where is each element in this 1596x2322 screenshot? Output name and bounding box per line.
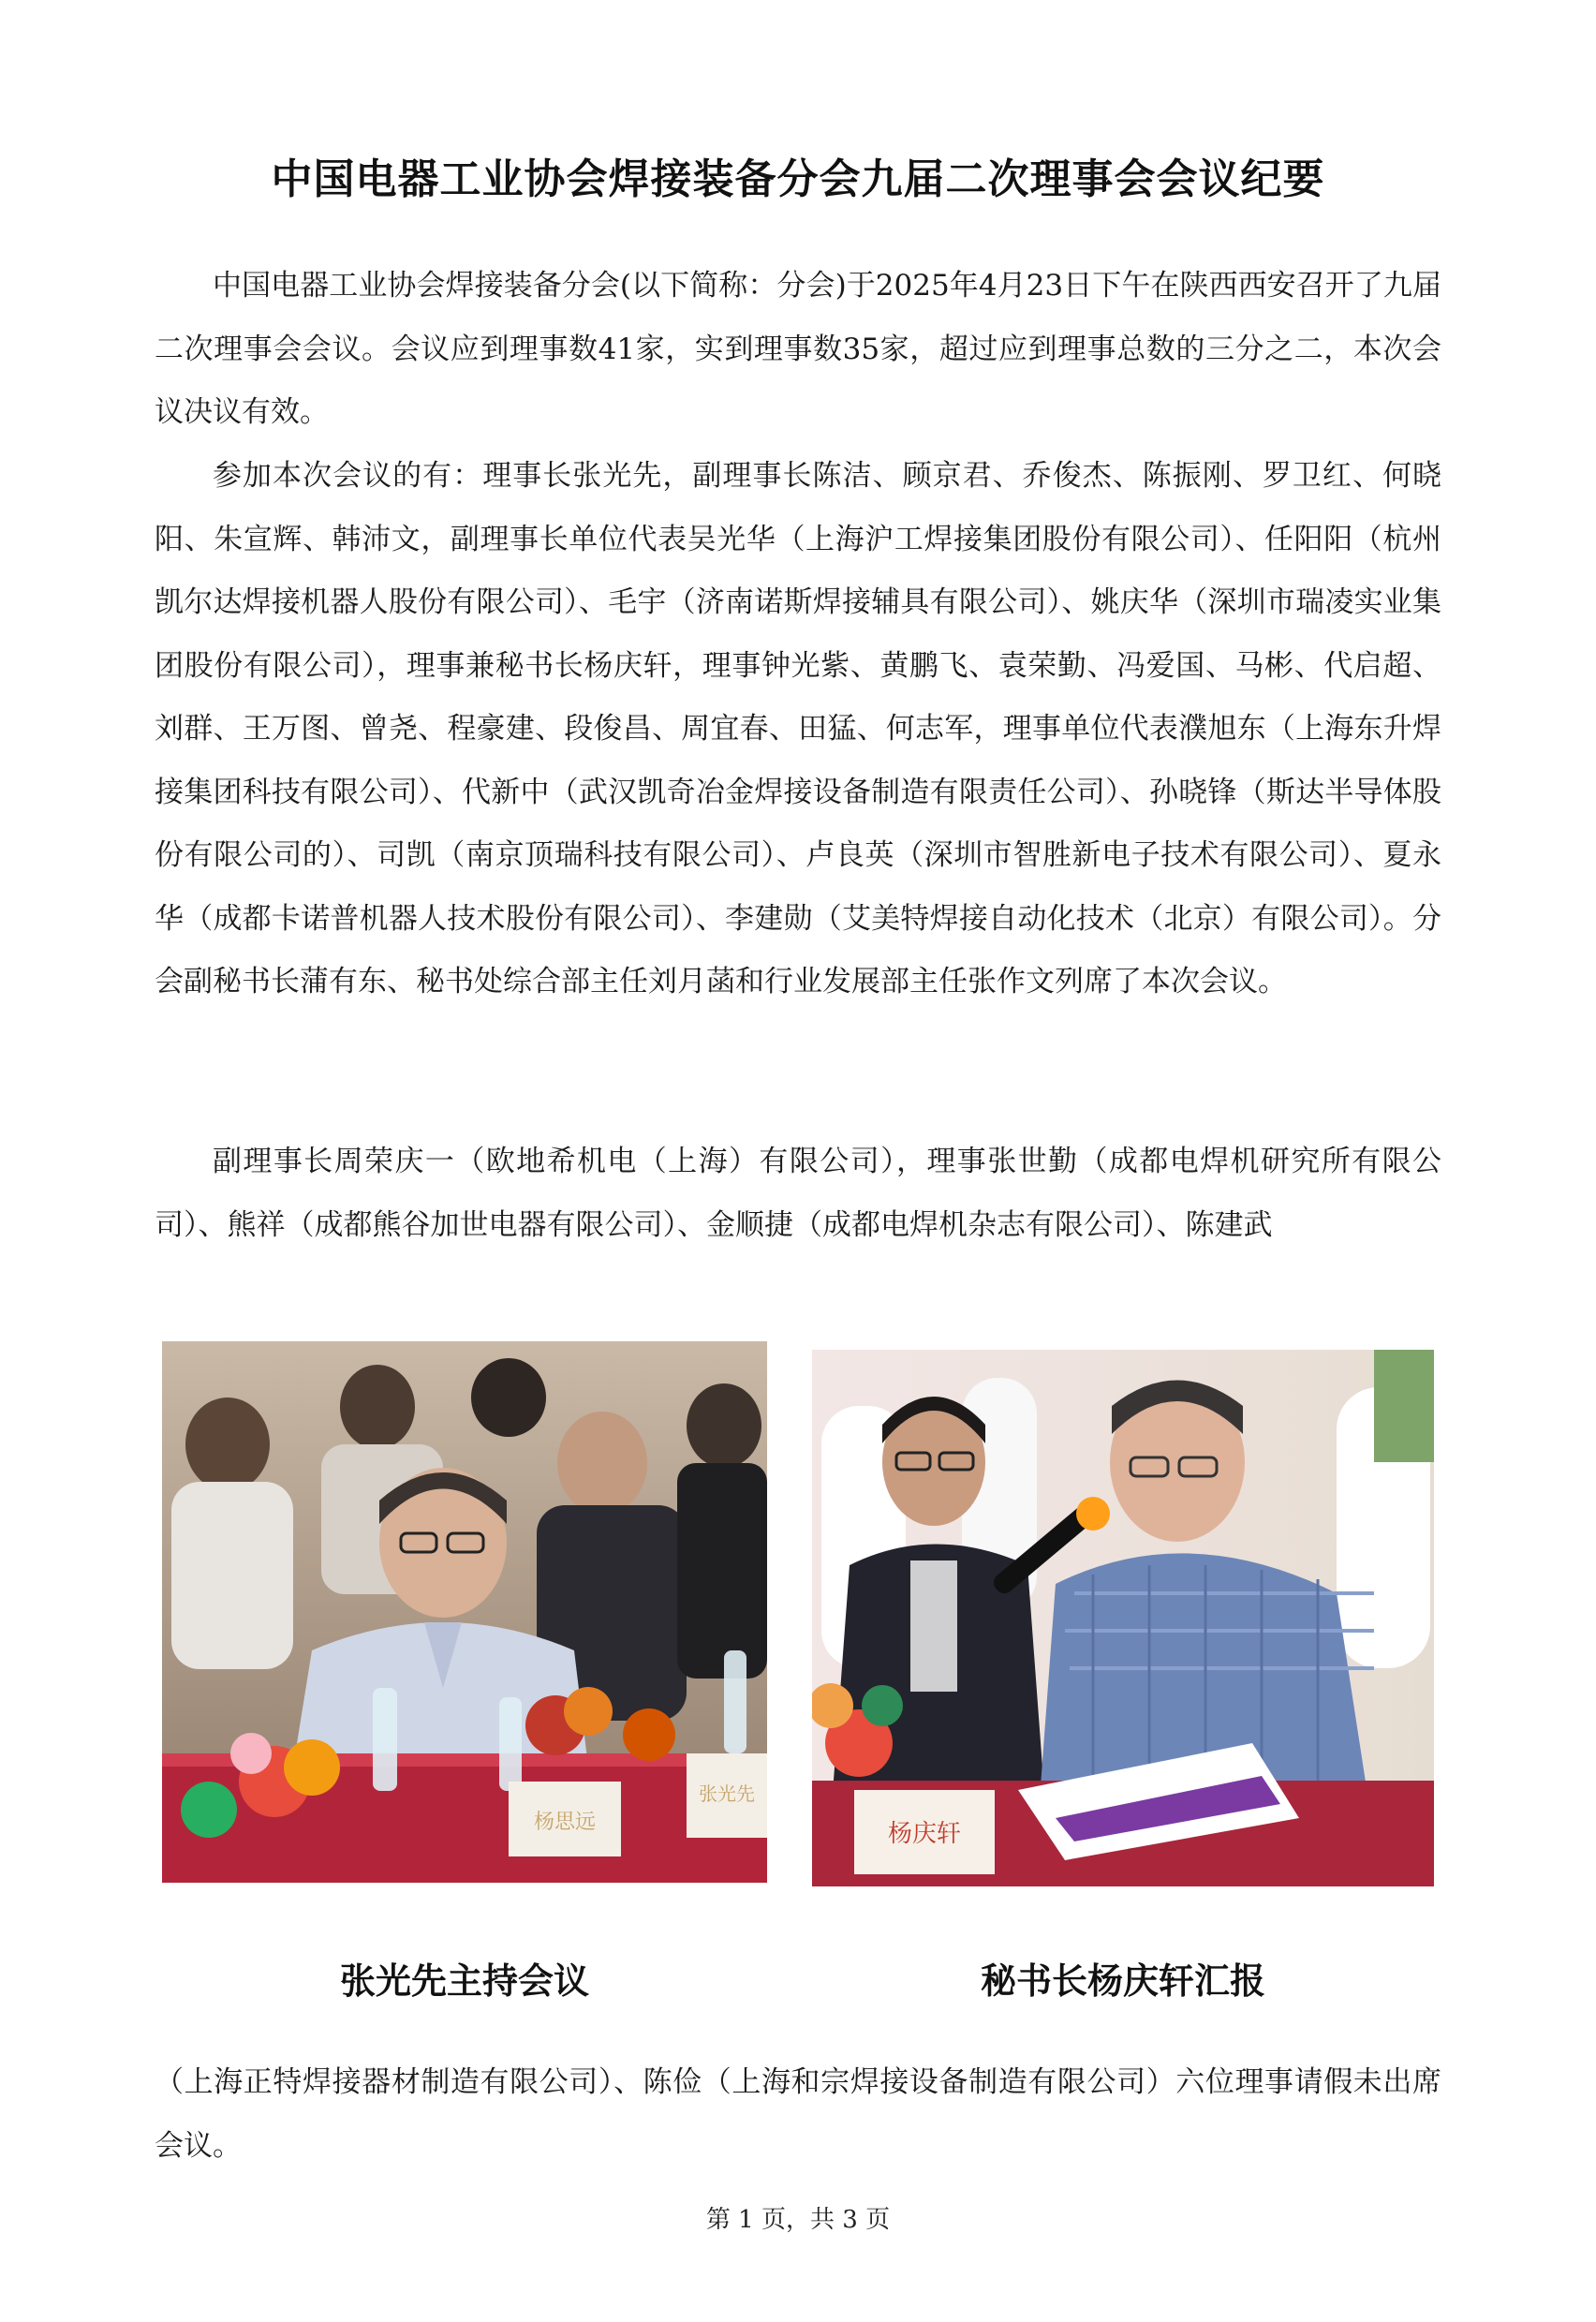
- paragraph-attendees: 参加本次会议的有：理事长张光先，副理事长陈洁、顾京君、乔俊杰、陈振刚、罗卫红、何晓阳、朱宣辉、韩沛文，副理事长单位代表吴光华（上海沪工焊接集团股份有限公司）、任阳阳（杭州凯尔达焊接机器人股份有限公司）、毛宇（济南诺斯焊接辅具有限公司）、姚庆华（深圳市瑞凌实业集团股份有限公司），理事兼秘书长杨庆轩，理事钟光紫、黄鹏飞、袁荣勤、冯爱国、马彬、代启超、刘群、王万图、曾尧、程豪建、段俊昌、周宜春、田猛、何志军，理事单位代表濮旭东（上海东升焊接集团科技有限公司）、代新中（武汉凯奇冶金焊接设备制造有限责任公司）、孙晓锋（斯达半导体股份有限公司的）、司凯（南京顶瑞科技有限公司）、卢良英（深圳市智胜新电子技术有限公司）、夏永华（成都卡诺普机器人技术股份有限公司）、李建勋（艾美特焊接自动化技术（北京）有限公司）。分会副秘书长蒲有东、秘书处综合部主任刘月菡和行业发展部主任张作文列席了本次会议。: [155, 459, 1441, 998]
- nameplate-1: 杨思远: [533, 1811, 597, 1834]
- caption-photo-2: 秘书长杨庆轩汇报: [980, 1960, 1265, 2002]
- page-number-footer: 第 1 页，共 3 页: [705, 2206, 891, 2234]
- paragraph-absentees: 副理事长周荣庆一（欧地希机电（上海）有限公司），理事张世勤（成都电焊机研究所有限公司）、熊祥（成都熊谷加世电器有限公司）、金顺捷（成都电焊机杂志有限公司）、陈建武: [155, 1145, 1441, 1242]
- paragraph-continuation: （上海正特焊接器材制造有限公司）、陈俭（上海和宗焊接设备制造有限公司）六位理事请假未出席会议。: [155, 2065, 1441, 2163]
- nameplate-2: 张光先: [699, 1782, 755, 1805]
- page-title: 中国电器工业协会焊接装备分会九届二次理事会会议纪要: [271, 155, 1325, 203]
- caption-photo-1: 张光先主持会议: [339, 1960, 589, 2002]
- nameplate-3: 杨庆轩: [887, 1820, 962, 1848]
- paragraph-intro: 中国电器工业协会焊接装备分会(以下简称：分会)于2025年4月23日下午在陕西西安召开了九届二次理事会会议。会议应到理事数41家，实到理事数35家，超过应到理事总数的三分之二，本次会议决议有效。: [155, 269, 1441, 429]
- photo-chairman: [162, 1341, 767, 1883]
- photo-secretary-general: [812, 1350, 1434, 1886]
